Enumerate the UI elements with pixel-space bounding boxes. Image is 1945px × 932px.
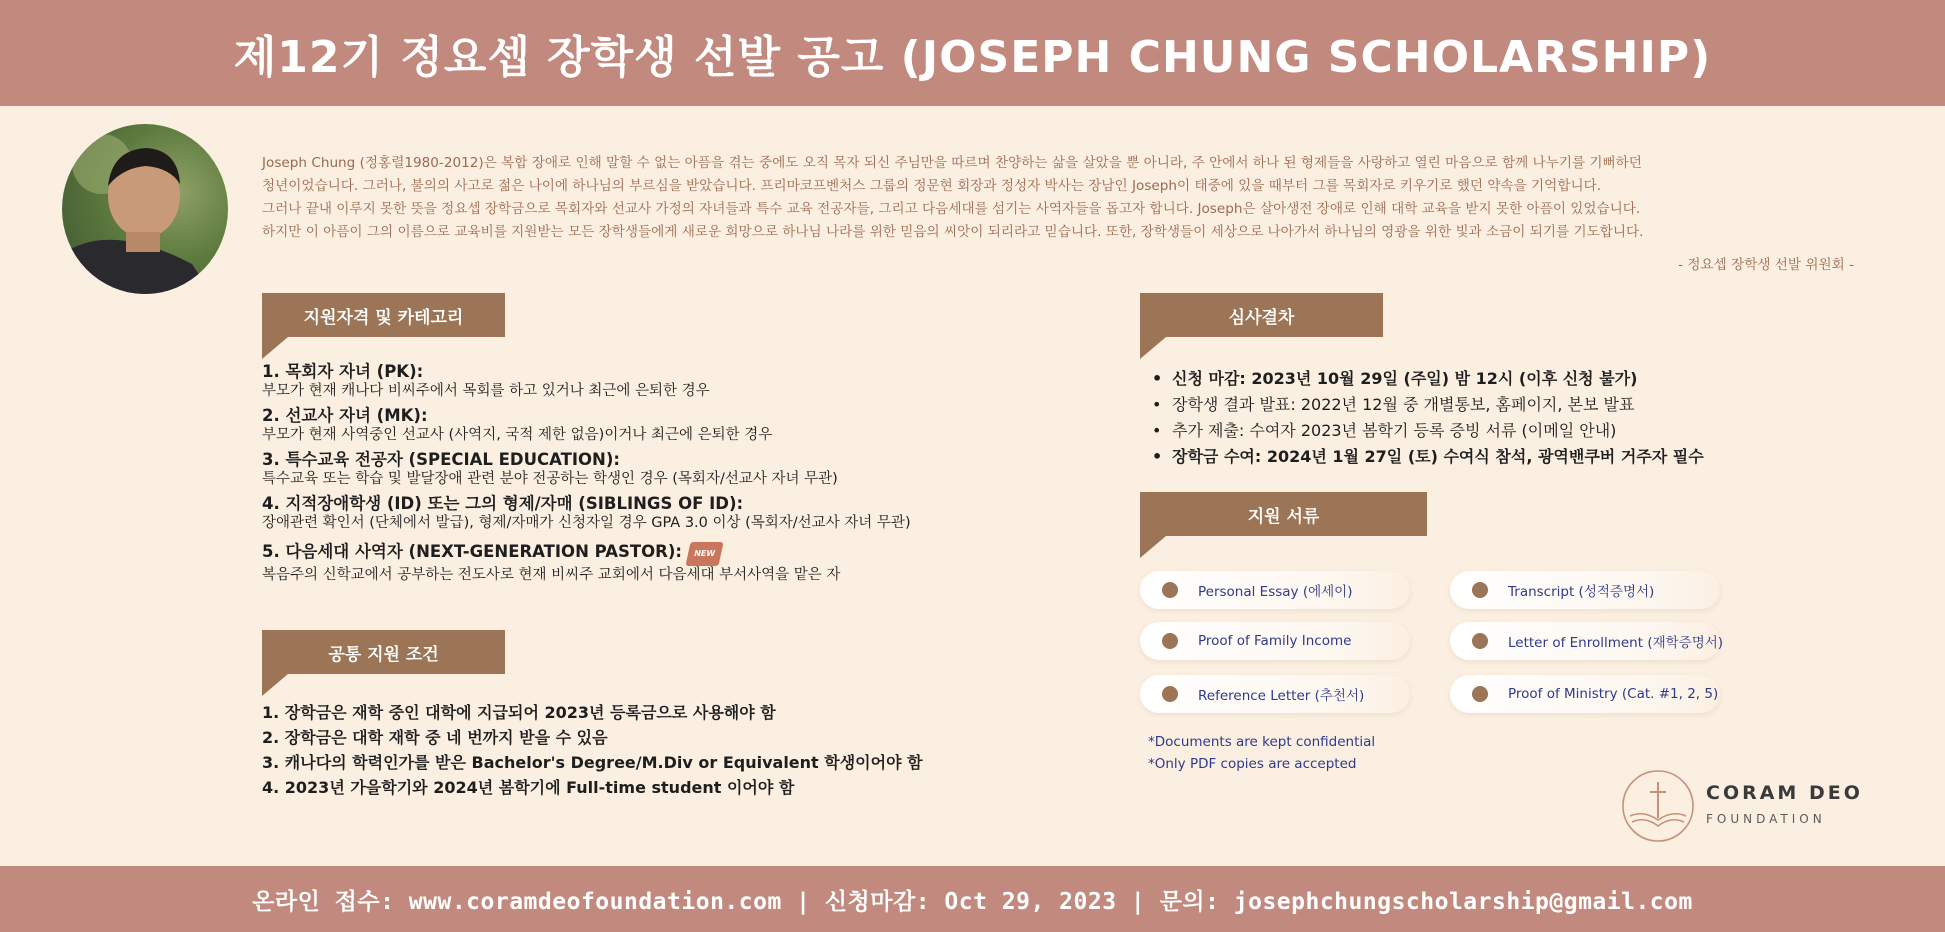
category-item	[262, 406, 1082, 445]
condition-item: 2. 장학금은 대학 재학 중 네 번까지 받을 수 있음	[262, 728, 608, 747]
process-item	[1152, 392, 1792, 418]
cross-emblem-icon	[1620, 768, 1696, 844]
condition-item: 1. 장학금은 재학 중인 대학에 지급되어 2023년 등록금으로 사용해야 함	[262, 703, 776, 722]
bullet: •	[1152, 369, 1163, 388]
process-list	[1152, 366, 1792, 470]
page-title: 제12기 정요셉 장학생 선발 공고 (JOSEPH CHUNG SCHOLARSHIP)	[233, 32, 1712, 83]
pdf-note: *Only PDF copies are accepted	[1148, 756, 1357, 772]
bullet-dot-icon	[1162, 633, 1178, 649]
bullet-dot-icon	[1472, 582, 1488, 598]
category-desc: 부모가 현재 캐나다 비씨주에서 목회를 하고 있거나 최근에 은퇴한 경우	[262, 383, 710, 399]
bullet-dot-icon	[1162, 582, 1178, 598]
eligibility-list	[262, 362, 1082, 590]
intro-line: Joseph Chung (정홍렬1980-2012)은 복합 장애로 인해 말할 수 없는 아픔을 겪는 중에도 오직 목자 되신 주님만을 따르며 찬양하는 삶을 살았을 뿐 아니라, 주 안에서 하나 된 형제들을 사랑하고 열린 마음으로 함께 나누기를 기뻐하던	[262, 155, 1642, 171]
intro-paragraph	[262, 152, 1862, 244]
category-title: 4. 지적장애학생 (ID) 또는 그의 형제/자매 (SIBLINGS OF ID):	[262, 494, 744, 513]
bullet: •	[1152, 421, 1162, 440]
document-label: Reference Letter (추천서)	[1198, 688, 1365, 704]
intro-line: 청년이었습니다. 그러나, 불의의 사고로 젊은 나이에 하나님의 부르심을 받았습니다. 프리마코프벤처스 그룹의 정문현 회장과 정성자 박사는 장남인 Joseph이 태중에 있을 때부터 그를 목회자로 키우기로 했던 약속을 기억합니다.	[262, 178, 1602, 194]
process-item	[1152, 418, 1792, 444]
common-conditions-tag: 공통 지원 조건	[262, 630, 505, 674]
process-text: 장학생 결과 발표: 2022년 12월 중 개별통보, 홈페이지, 본보 발표	[1172, 395, 1635, 414]
category-title: 2. 선교사 자녀 (MK):	[262, 406, 428, 425]
category-item	[262, 542, 1082, 585]
eligibility-tag: 지원자격 및 카테고리	[262, 293, 505, 337]
committee-signature: - 정요셉 장학생 선발 위원회 -	[1678, 257, 1854, 273]
category-desc: 부모가 현재 사역중인 선교사 (사역지, 국적 제한 없음)이거나 최근에 은퇴한 경우	[262, 427, 773, 443]
header-banner	[0, 0, 1945, 106]
documents-tag: 지원 서류	[1140, 492, 1427, 536]
bullet-dot-icon	[1162, 686, 1178, 702]
document-item	[1450, 622, 1724, 660]
intro-line: 하지만 이 아픔이 그의 이름으로 교육비를 지원받는 모든 장학생들에게 새로운 희망으로 하나님 나라를 위한 믿음의 씨앗이 되리라고 믿습니다. 또한, 장학생들이 세상으로 나아가서 하나님의 영광을 위한 빛과 소금이 되기를 기도합니다.	[262, 224, 1644, 240]
process-item	[1152, 444, 1792, 470]
bullet: •	[1152, 395, 1162, 414]
process-text: 장학금 수여: 2024년 1월 27일 (토) 수여식 참석, 광역밴쿠버 거주자 필수	[1172, 447, 1704, 466]
logo-title: CORAM DEO	[1706, 782, 1863, 804]
new-badge: NEW	[685, 542, 723, 566]
intro-line: 그러나 끝내 이루지 못한 뜻을 정요셉 장학금으로 목회자와 선교사 가정의 자녀들과 특수 교육 전공자들, 그리고 다음세대를 섬기는 사역자들을 돕고자 합니다. Joseph은 살아생전 장애로 인해 대학 교육을 받지 못한 아픔이 있었습니다.	[262, 201, 1641, 217]
document-item	[1140, 571, 1410, 609]
category-item	[262, 362, 1082, 401]
document-item	[1450, 571, 1720, 609]
process-text: 신청 마감: 2023년 10월 29일 (주일) 밤 12시 (이후 신청 불가)	[1172, 369, 1638, 388]
process-tag: 심사결차	[1140, 293, 1383, 337]
document-label: Proof of Ministry (Cat. #1, 2, 5)	[1508, 686, 1719, 702]
document-label: Personal Essay (에세이)	[1198, 584, 1353, 600]
category-item	[262, 494, 1082, 533]
profile-photo	[62, 124, 228, 294]
process-item	[1152, 366, 1792, 392]
category-title: 3. 특수교육 전공자 (SPECIAL EDUCATION):	[262, 450, 620, 469]
condition-item: 4. 2023년 가을학기와 2024년 봄학기에 Full-time student 이어야 함	[262, 778, 795, 797]
category-desc: 장애관련 확인서 (단체에서 발급), 형제/자매가 신청자일 경우 GPA 3.0 이상 (목회자/선교사 자녀 무관)	[262, 515, 911, 531]
bullet-dot-icon	[1472, 633, 1488, 649]
category-desc: 복음주의 신학교에서 공부하는 전도사로 현재 비씨주 교회에서 다음세대 부서사역을 맡은 자	[262, 567, 841, 583]
process-text: 추가 제출: 수여자 2023년 봄학기 등록 증빙 서류 (이메일 안내)	[1172, 421, 1617, 440]
bullet: •	[1152, 447, 1163, 466]
category-title	[262, 542, 1082, 566]
foundation-logo	[1620, 768, 1880, 844]
category-title-text: 5. 다음세대 사역자 (NEXT-GENERATION PASTOR):	[262, 542, 682, 561]
common-conditions-list	[262, 700, 1082, 800]
document-label: Proof of Family Income	[1198, 633, 1352, 649]
condition-item: 3. 캐나다의 학력인가를 받은 Bachelor's Degree/M.Div or Equivalent 학생이어야 함	[262, 753, 923, 772]
document-label: Letter of Enrollment (재학증명서)	[1508, 635, 1724, 651]
footer-banner	[0, 866, 1945, 932]
category-item	[262, 450, 1082, 489]
document-item	[1140, 622, 1410, 660]
footer-contact: 온라인 접수: www.coramdeofoundation.com | 신청마감: Oct 29, 2023 | 문의: josephchungscholarship@gmail.com	[252, 888, 1693, 915]
logo-subtitle: FOUNDATION	[1706, 812, 1826, 826]
document-item	[1450, 675, 1720, 713]
category-title: 1. 목회자 자녀 (PK):	[262, 362, 424, 381]
category-desc: 특수교육 또는 학습 및 발달장애 관련 분야 전공하는 학생인 경우 (목회자/선교사 자녀 무관)	[262, 471, 838, 487]
bullet-dot-icon	[1472, 686, 1488, 702]
document-label: Transcript (성적증명서)	[1508, 584, 1655, 600]
document-item	[1140, 675, 1410, 713]
confidential-note: *Documents are kept confidential	[1148, 734, 1376, 750]
